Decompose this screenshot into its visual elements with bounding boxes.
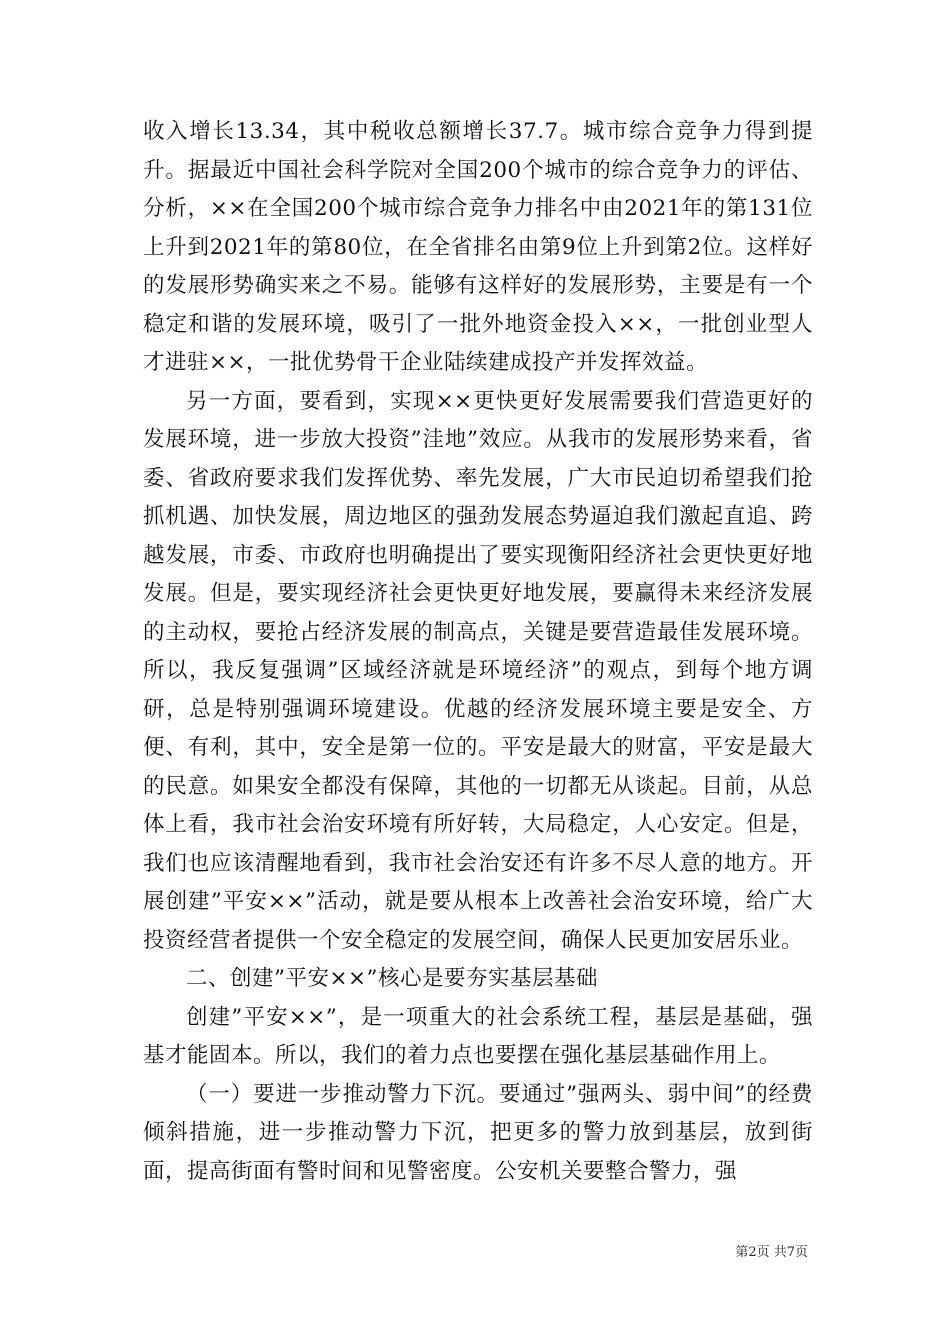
paragraph-development-environment: 另一方面，要看到，实现××更快更好发展需要我们营造更好的发展环境，进一步放大投资”洼地”效应。从我市的发展形势来看，省委、省政府要求我们发挥优势、率先发展，广大市民迫切希望我们抢抓机遇、加快发展，周边地区的强劲发展态势逼迫我们激起直追、跨越发展，市委、市政府也明确提出了要实现衡阳经济社会更快更好地发展。但是，要实现经济社会更快更好地发展，要赢得未来经济发展的主动权，要抢占经济发展的制高点，关键是要营造最佳发展环境。所以，我反复强调”区域经济就是环境经济”的观点，到每个地方调研，总是特别强调环境建设。优越的经济发展环境主要是安全、方便、有利，其中，安全是第一位的。平安是最大的财富，平安是最大的民意。如果安全都没有保障，其他的一切都无从谈起。目前，从总体上看，我市社会治安环境有所好转，大局稳定，人心安定。但是，我们也应该清醒地看到，我市社会治安还有许多不尽人意的地方。开展创建”平安××”活动，就是要从根本上改善社会治安环境，给广大投资经营者提供一个安全稳定的发展空间，确保人民更加安居乐业。 xyxy=(143,388,813,953)
document-body xyxy=(143,113,813,1191)
paragraph-intro-continuation: 收入增长13.34，其中税收总额增长37.7。城市综合竞争力得到提升。据最近中国社会科学院对全国200个城市的综合竞争力的评估、分析，××在全国200个城市综合竞争力排名中由2021年的第131位上升到2021年的第80位，在全省排名由第9位上升到第2位。这样好的发展形势确实来之不易。能够有这样好的发展形势，主要是有一个稳定和谐的发展环境，吸引了一批外地资金投入××，一批创业型人才进驻××，一批优势骨干企业陆续建成投产并发挥效益。 xyxy=(143,119,813,375)
section-heading-2: 二、创建”平安××”核心是要夯实基层基础 xyxy=(186,966,599,991)
page-number-footer: 第2页 共7页 xyxy=(735,1245,808,1260)
paragraph-police-deployment: （一）要进一步推动警力下沉。要通过”强两头、弱中间”的经费倾斜措施，进一步推动警力下沉，把更多的警力放到基层，放到街面，提高街面有警时间和见警密度。公安机关要整合警力，强 xyxy=(143,1081,813,1184)
paragraph-grassroots-foundation: 创建”平安××”，是一项重大的社会系统工程，基层是基础，强基才能固本。所以，我们的着力点也要摆在强化基层基础作用上。 xyxy=(143,1004,813,1068)
